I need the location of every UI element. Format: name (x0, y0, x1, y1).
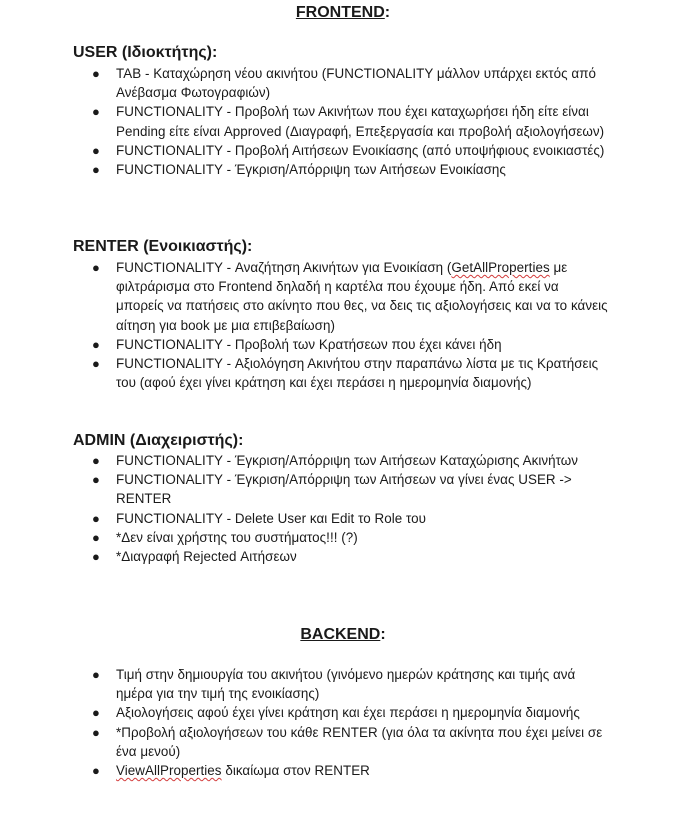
list-item (0, 160, 686, 179)
bullet-icon: ● (92, 529, 100, 545)
list-item (0, 102, 686, 140)
bullet-icon: ● (92, 724, 100, 740)
bullet-icon: ● (92, 142, 100, 158)
bullet-icon: ● (92, 260, 100, 275)
bullet-icon: ● (92, 104, 100, 120)
list-item (0, 509, 686, 528)
backend-list (0, 665, 686, 780)
list-item (0, 723, 686, 761)
frontend-title (0, 3, 686, 23)
list-item (0, 258, 686, 335)
list-item-text: FUNCTIONALITY - Delete User και Edit το Role του (116, 510, 427, 526)
user-heading: USER (Ιδιοκτήτης): (73, 44, 218, 61)
list-item-text: *Διαγραφή Rejected Αιτήσεων (116, 549, 297, 565)
list-item-text: FUNCTIONALITY - Έγκριση/Απόρριψη των Αιτήσεων Ενοικίασης (116, 162, 506, 178)
renter-heading: RENTER (Ενοικιαστής): (73, 238, 253, 255)
list-item-text: FUNCTIONALITY - Έγκριση/Απόρριψη των Αιτήσεων Καταχώρισης Ακινήτων (116, 453, 578, 468)
list-item-text: FUNCTIONALITY - Προβολή των Ακινήτων που έχει καταχωρήσει ήδη είτε είναι Pending είτε είναι Approved (Διαγραφή, Επεξεργασία και προβολή αξιολογήσεων) (116, 104, 605, 139)
bullet-icon: ● (92, 667, 100, 682)
list-item-text: *Δεν είναι χρήστης του συστήματος!!! (?) (116, 529, 358, 545)
bullet-icon: ● (92, 549, 100, 565)
user-list (0, 64, 686, 179)
list-item-text: FUNCTIONALITY - Αναζήτηση Ακινήτων για Ενοικίαση ( (116, 260, 452, 275)
list-item (0, 528, 686, 547)
list-item-text: δικαίωμα στον RENTER (221, 763, 370, 779)
list-item-text: με φιλτράρισμα στο Frontend δηλαδή η καρτέλα που έχουμε ήδη. Από εκεί να μπορείς να πατήσεις στο ακίνητο που θες, να δεις τις αξιολογήσεις και να το κάνεις αίτηση για book με μια επιβεβαίωση) (116, 260, 608, 333)
list-item (0, 64, 686, 102)
backend-title (0, 625, 686, 645)
bullet-icon: ● (92, 356, 100, 372)
list-item (0, 470, 686, 508)
list-item-text: FUNCTIONALITY - Προβολή Αιτήσεων Ενοικίασης (από υποψήφιους ενοικιαστές) (116, 142, 605, 158)
list-item (0, 761, 686, 780)
backend-title-text: BACKEND (300, 626, 381, 643)
list-item (0, 665, 686, 703)
renter-list (0, 258, 686, 392)
list-item-text: Τιμή στην δημιουργία του ακινήτου (γινόμενο ημερών κράτησης και τιμής ανά ημέρα για την τιμή της ενοικίασης) (116, 667, 576, 702)
bullet-icon: ● (92, 763, 100, 779)
frontend-title-text: FRONTEND (295, 4, 385, 21)
bullet-icon: ● (92, 453, 100, 468)
bullet-icon: ● (92, 472, 100, 488)
view-all-properties-term: ViewAllProperties (116, 763, 222, 779)
list-item (0, 451, 686, 470)
list-item (0, 547, 686, 566)
list-item-text: FUNCTIONALITY - Έγκριση/Απόρριψη των Αιτήσεων να γίνει ένας USER -> RENTER (116, 472, 572, 507)
get-all-properties-term: GetAllProperties (451, 260, 550, 275)
bullet-icon: ● (92, 66, 100, 81)
bullet-icon: ● (92, 336, 100, 352)
list-item (0, 335, 686, 354)
list-item-text: TAB - Καταχώρηση νέου ακινήτου (FUNCTIONALITY μάλλον υπάρχει εκτός από Ανέβασμα Φωτογραφιών) (116, 66, 596, 101)
bullet-icon: ● (92, 510, 100, 526)
bullet-icon: ● (92, 705, 100, 721)
list-item-text: Αξιολογήσεις αφού έχει γίνει κράτηση και έχει περάσει η ημερομηνία διαμονής (116, 705, 580, 721)
list-item (0, 354, 686, 392)
bullet-icon: ● (92, 162, 100, 178)
admin-list (0, 451, 686, 566)
admin-heading: ADMIN (Διαχειριστής): (73, 432, 244, 449)
list-item (0, 703, 686, 722)
frontend-title-colon: : (384, 4, 391, 21)
list-item-text: *Προβολή αξιολογήσεων του κάθε RENTER (για όλα τα ακίνητα που έχει μείνει σε ένα μενού) (116, 724, 603, 759)
backend-title-colon: : (380, 626, 386, 643)
list-item-text: FUNCTIONALITY - Προβολή των Κρατήσεων που έχει κάνει ήδη (116, 336, 502, 352)
list-item-text: FUNCTIONALITY - Αξιολόγηση Ακινήτου στην παραπάνω λίστα με τις Κρατήσεις του (αφού έχει γίνει κράτηση και έχει περάσει η ημερομηνία διαμονής) (116, 356, 599, 391)
list-item (0, 141, 686, 160)
